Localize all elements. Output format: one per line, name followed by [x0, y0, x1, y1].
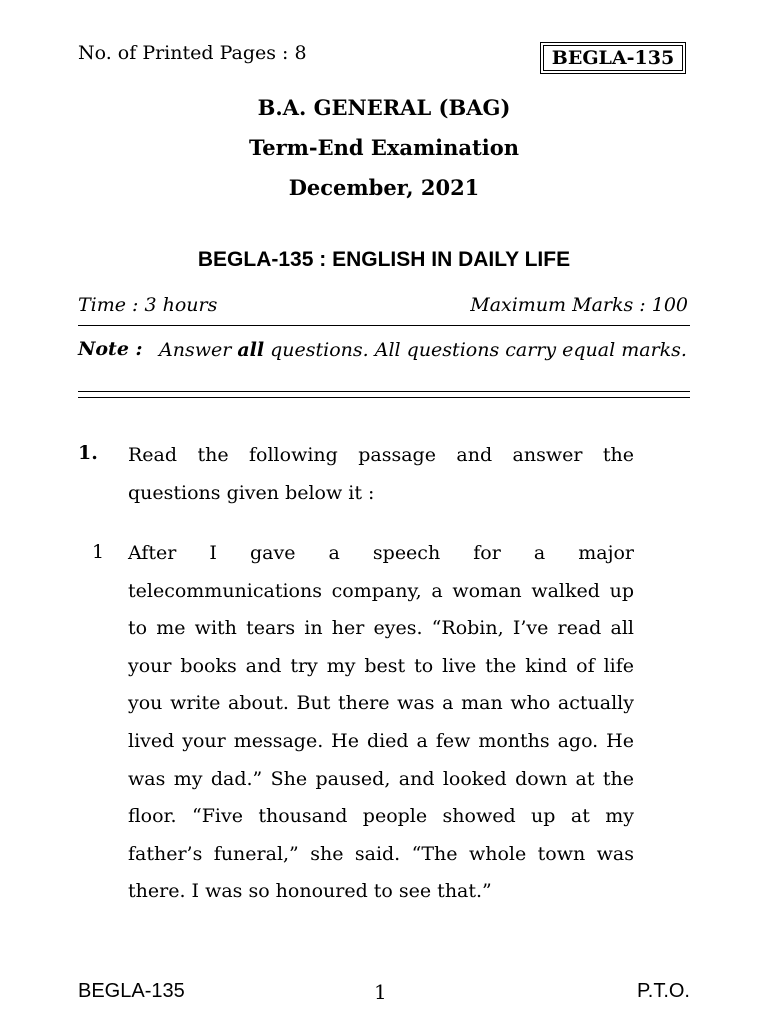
printed-pages-count: No. of Printed Pages : 8	[78, 42, 307, 64]
note-text	[159, 338, 689, 363]
note-text-before: Answer	[159, 339, 238, 361]
question-number: 1.	[78, 442, 98, 464]
question-text: Read the following passage and answer the questions given below it :	[128, 444, 634, 504]
exam-title: Term-End Examination	[248, 135, 519, 160]
passage-paragraph: After I gave a speech for a major telecommunications company, a woman walked up to me with tears in her eyes. “Robin, I’ve read all your books and try my best to live the kind of life you write about. But there was a man who actually lived your message. He died a few months ago. He was my dad.” She paused, and looked down at the floor. “Five thousand people showed up at my father’s funeral,” she said. “The whole town was there. I was so honoured to see that.”	[128, 542, 634, 903]
divider-top	[78, 325, 690, 326]
course-code: BEGLA-135	[551, 47, 675, 69]
divider-double-lower	[78, 397, 690, 398]
maximum-marks: Maximum Marks : 100	[470, 294, 688, 316]
note-label: Note :	[78, 338, 143, 360]
paragraph-number: 1	[92, 541, 105, 563]
note-text-bold: all	[237, 339, 265, 361]
course-title: BEGLA-135 : ENGLISH IN DAILY LIFE	[197, 248, 571, 271]
divider-double-upper	[78, 391, 690, 392]
degree-title: B.A. GENERAL (BAG)	[257, 95, 511, 120]
exam-date: December, 2021	[288, 175, 480, 200]
note-text-after: questions. All questions carry equal marks.	[264, 339, 687, 361]
footer-course-code: BEGLA-135	[78, 980, 185, 1002]
footer-page-number: 1	[374, 980, 387, 1004]
exam-duration: Time : 3 hours	[78, 294, 218, 316]
course-code-box	[540, 42, 686, 74]
footer-pto: P.T.O.	[637, 980, 690, 1002]
